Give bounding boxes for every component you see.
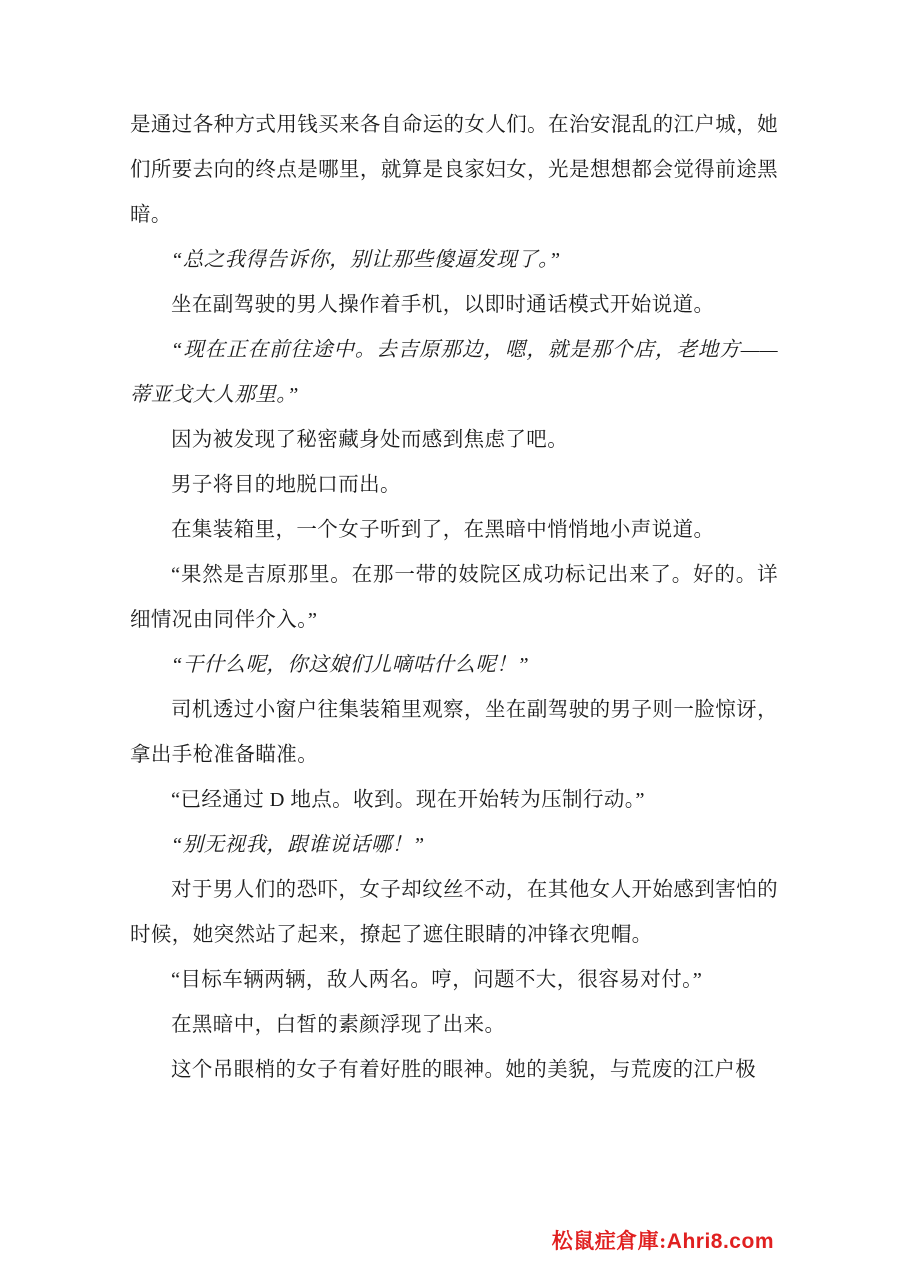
- paragraph-dialogue: “现在正在前往途中。去吉原那边，嗯，就是那个店，老地方——蒂亚戈大人那里。”: [130, 339, 778, 406]
- watermark-cn-text: 松鼠症倉庫:: [551, 1229, 667, 1253]
- paragraph-narration: 在黑暗中，白皙的素颜浮现了出来。: [171, 1014, 506, 1036]
- paragraph-narration: 男子将目的地脱口而出。: [171, 474, 401, 496]
- paragraph-dialogue: “总之我得告诉你，别让那些傻逼发现了。”: [171, 249, 561, 271]
- watermark: [552, 1225, 774, 1255]
- paragraph-dialogue: “别无视我，跟谁说话哪！”: [171, 834, 425, 856]
- paragraph-dialogue: “干什么呢，你这娘们儿嘀咕什么呢！”: [171, 654, 530, 676]
- paragraph-narration: 对于男人们的恐吓，女子却纹丝不动，在其他女人开始感到害怕的时候，她突然站了起来，撩起了遮住眼睛的冲锋衣兜帽。: [130, 879, 778, 946]
- paragraph-narration: 因为被发现了秘密藏身处而感到焦虑了吧。: [171, 429, 569, 451]
- paragraph-dialogue: “目标车辆两辆，敌人两名。哼，问题不大，很容易对付。”: [171, 969, 703, 991]
- paragraph-continued: 是通过各种方式用钱买来各自命运的女人们。在治安混乱的江户城，她们所要去向的终点是哪里，就算是良家妇女，光是想想都会觉得前途黑暗。: [130, 114, 778, 226]
- paragraph-dialogue: “果然是吉原那里。在那一带的妓院区成功标记出来了。好的。详细情况由同伴介入。”: [130, 564, 778, 631]
- paragraph-narration: 这个吊眼梢的女子有着好胜的眼神。她的美貌，与荒废的江户极: [171, 1059, 757, 1081]
- paragraph-dialogue: “已经通过 D 地点。收到。现在开始转为压制行动。”: [171, 789, 645, 811]
- paragraph-narration: 坐在副驾驶的男人操作着手机，以即时通话模式开始说道。: [171, 294, 715, 316]
- paragraph-narration: 司机透过小窗户往集装箱里观察，坐在副驾驶的男子则一脸惊讶，拿出手枪准备瞄准。: [130, 699, 778, 766]
- paragraph-narration: 在集装箱里，一个女子听到了，在黑暗中悄悄地小声说道。: [171, 519, 715, 541]
- watermark-latin-text: Ahri8.com: [666, 1230, 774, 1253]
- novel-text-body: [130, 103, 778, 1093]
